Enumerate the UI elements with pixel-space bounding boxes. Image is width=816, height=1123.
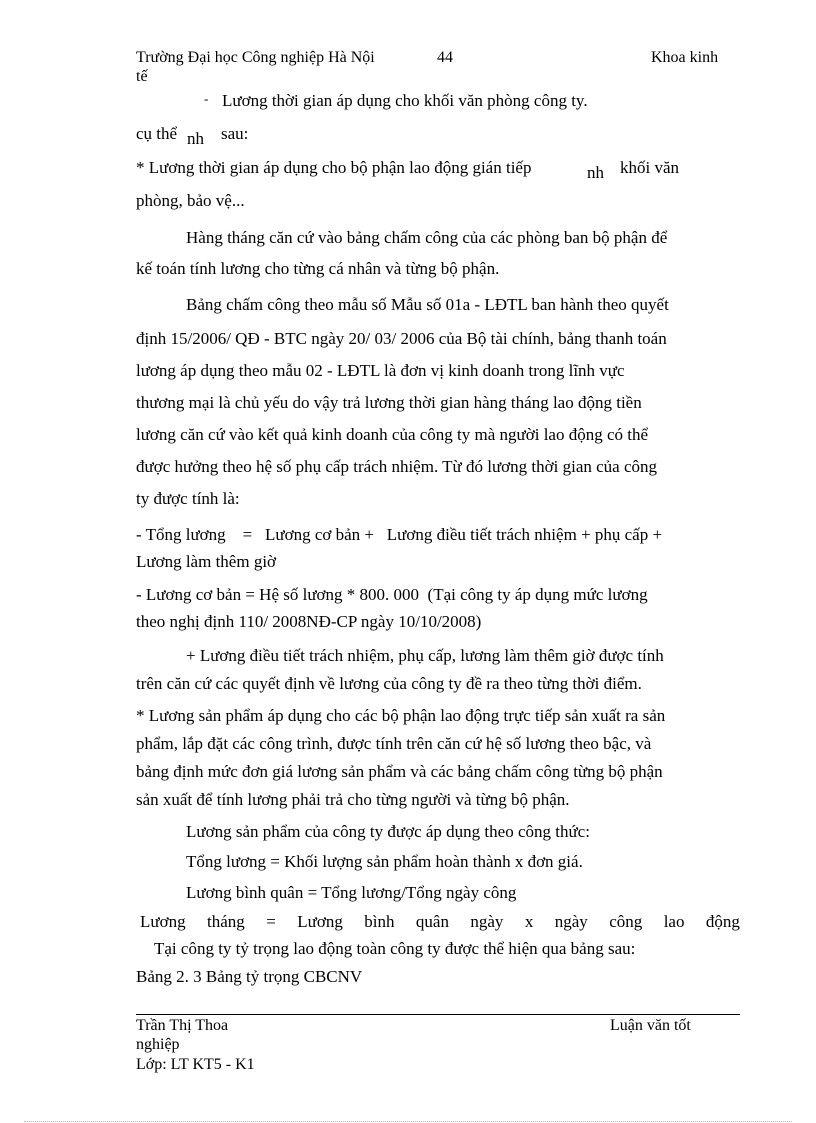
body-line-28: Tại công ty tỷ trọng lao động toàn công ty được thể hiện qua bảng sau: [154, 939, 636, 958]
formula-word: lao [663, 912, 685, 931]
body-line-3c: khối văn [620, 158, 680, 177]
footer-rule [136, 1014, 740, 1015]
body-line-24: Lương sản phẩm của công ty được áp dụng theo công thức: [186, 822, 590, 841]
formula-word: tháng [207, 912, 245, 931]
body-line-26: Lương bình quân = Tổng lương/Tổng ngày công [186, 883, 517, 902]
body-line-6: kế toán tính lương cho từng cá nhân và từng bộ phận. [136, 259, 500, 278]
body-line-16: - Lương cơ bản = Hệ số lương * 800. 000 (Tại công ty áp dụng mức lương [136, 585, 648, 604]
body-line-19: trên căn cứ các quyết định về lương của công ty đề ra theo từng thời điểm. [136, 674, 642, 693]
body-line-18: + Lương điều tiết trách nhiệm, phụ cấp, lương làm thêm giờ được tính [186, 646, 664, 665]
body-line-13: ty được tính là: [136, 489, 240, 508]
body-line-8: định 15/2006/ QĐ - BTC ngày 20/ 03/ 2006 của Bộ tài chính, bảng thanh toán [136, 329, 667, 348]
body-line-2b: nh [187, 129, 204, 148]
formula-word: Lương [297, 912, 343, 931]
body-line-9: lương áp dụng theo mẫu 02 - LĐTL là đơn vị kinh doanh trong lĩnh vực [136, 361, 625, 380]
body-line-15: Lương làm thêm giờ [136, 552, 277, 571]
body-line-2c: sau: [221, 124, 249, 143]
table-caption: Bảng 2. 3 Bảng tỷ trọng CBCNV [136, 967, 363, 986]
header-school: Trường Đại học Công nghiệp Hà Nội [136, 49, 375, 66]
formula-word: bình [364, 912, 395, 931]
bullet-dash: - [204, 91, 209, 106]
body-line-3b: nh [587, 163, 604, 182]
footer-class: Lớp: LT KT5 - K1 [136, 1056, 255, 1073]
body-line-10: thương mại là chủ yếu do vậy trả lương thời gian hàng tháng lao động tiền [136, 393, 642, 412]
formula-word: = [266, 912, 276, 931]
header-faculty-cont: tế [136, 68, 148, 85]
body-line-5: Hàng tháng căn cứ vào bảng chấm công của các phòng ban bộ phận để [186, 228, 668, 247]
formula-word: x [524, 912, 534, 931]
formula-word: ngày [554, 912, 588, 931]
body-line-2a: cụ thể [136, 124, 178, 143]
footer-author: Trần Thị Thoa [136, 1017, 229, 1034]
formula-word: quân [415, 912, 449, 931]
body-line-17: theo nghị định 110/ 2008NĐ-CP ngày 10/10/2008) [136, 612, 482, 631]
body-line-25: Tổng lương = Khối lượng sản phẩm hoàn thành x đơn giá. [186, 852, 583, 871]
body-line-12: được hưởng theo hệ số phụ cấp trách nhiệm. Từ đó lương thời gian của công [136, 457, 657, 476]
footer-thesis: Luận văn tốt [610, 1017, 691, 1034]
body-line-3a: * Lương thời gian áp dụng cho bộ phận lao động gián tiếp [136, 158, 532, 177]
page-edge-dotted-line [24, 1121, 792, 1122]
body-line-11: lương căn cứ vào kết quả kinh doanh của công ty mà người lao động có thể [136, 425, 649, 444]
body-line-7: Bảng chấm công theo mẫu số Mẫu số 01a - LĐTL ban hành theo quyết [186, 295, 669, 314]
body-line-23: sản xuất để tính lương phải trả cho từng người và từng bộ phận. [136, 790, 570, 809]
footer-thesis-cont: nghiệp [136, 1036, 180, 1053]
body-line-4: phòng, bảo vệ... [136, 191, 245, 210]
body-line-21: phẩm, lắp đặt các công trình, được tính trên căn cứ hệ số lương theo bậc, và [136, 734, 652, 753]
formula-word: Lương [140, 912, 186, 931]
header-faculty: Khoa kinh [651, 49, 719, 66]
formula-word: động [705, 912, 740, 931]
formula-word: công [609, 912, 643, 931]
body-line-1: Lương thời gian áp dụng cho khối văn phòng công ty. [222, 91, 588, 110]
body-line-20: * Lương sản phẩm áp dụng cho các bộ phận lao động trực tiếp sản xuất ra sản [136, 706, 666, 725]
formula-word: ngày [470, 912, 504, 931]
header-page-number: 44 [437, 49, 453, 66]
body-line-22: bảng định mức đơn giá lương sản phẩm và các bảng chấm công từng bộ phận [136, 762, 663, 781]
body-line-14: - Tổng lương = Lương cơ bản + Lương điều tiết trách nhiệm + phụ cấp + [136, 525, 663, 544]
body-line-27 [140, 912, 740, 932]
